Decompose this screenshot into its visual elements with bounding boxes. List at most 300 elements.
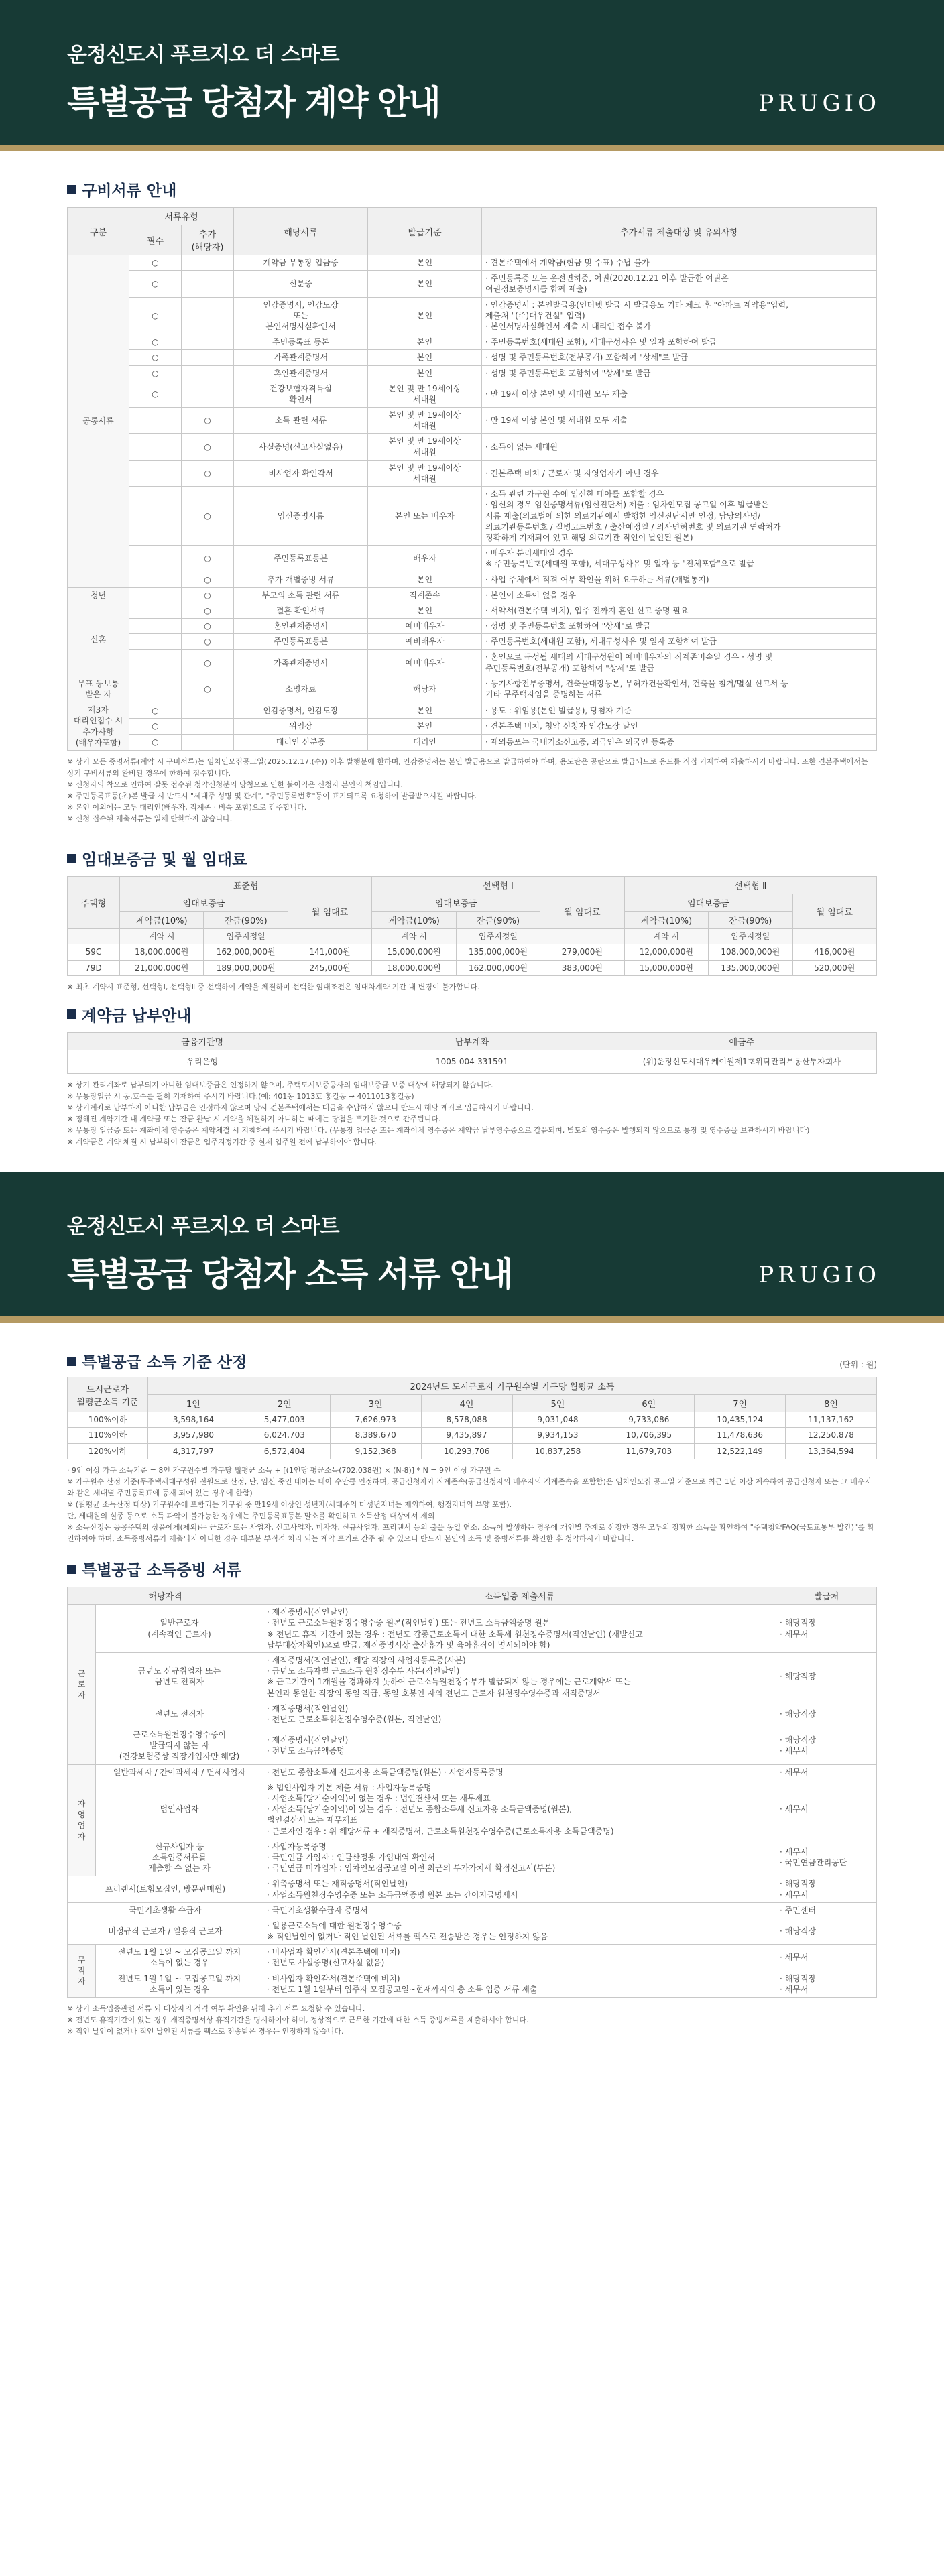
amount: 520,000원: [792, 960, 877, 975]
proof-category: 자 영 업 자: [68, 1764, 96, 1876]
proof-docs: · 사업자등록증명 · 국민연금 가입자 : 연금산정용 가입내역 확인서 · 국민연금 미가입자 : 임차인모집공고일 이전 최근의 부가가치세 확정신고서(부본): [263, 1839, 776, 1876]
table-row: [68, 1727, 877, 1765]
income-level: 120%이하: [68, 1443, 148, 1459]
col-proof-docs: 소득입증 제출서류: [263, 1587, 776, 1605]
qualification: 전년도 전직자: [96, 1701, 263, 1727]
col-type: 주택형: [68, 877, 120, 929]
extra-mark: [182, 735, 234, 751]
required-mark: ○: [129, 334, 182, 350]
account-notes: ※ 상기 관리계좌로 납부되지 아니한 임대보증금은 인정하지 않으며, 주택도시보증공사의 임대보증금 보증 대상에 해당되지 않습니다. ※ 무통장입금 시 동,호수를 필히 기재하여 주시기 바랍니다.(예: 401동 1013호 홍길동 → 4011013홍길동) ※ 상기계좌로 납부하지 아니한 납부금은 인정하지 않으며 당사 견본주택에서는 대금을 수납하지 않으니 반드시 해당 계좌로 입금하시기 바랍니다. ※ 정해진 계약기간 내 계약금 또는 잔금 완납 시 계약을 체결하지 아니하는 때에는 당첨을 포기한 것으로 간주됩니다. ※ 무통장 입금증 또는 계좌이체 영수증은 계약체결 시 지참하여 주시기 바랍니다. (무통장 입금증 또는 계좌이체 영수증은 계약금 납부영수증으로 갈음되며, 별도의 영수증은 발행되지 않으므로 통장 및 영수증을 보관하시기 바랍니다) ※ 계약금은 계약 체결 시 납부하여 잔금은 입주지정기간 중 실제 입주일 전에 납부하여야 합니다.: [67, 1081, 810, 1147]
bank-name: 우리은행: [68, 1050, 337, 1073]
required-mark: [129, 676, 182, 702]
issuer: 배우자: [368, 546, 482, 572]
table-row: [68, 1443, 877, 1459]
col-balance: 잔금(90%): [709, 912, 792, 929]
qualification: 전년도 1월 1일 ~ 모집공고일 까지 소득이 있는 경우: [96, 1971, 263, 1997]
extra-mark: [182, 297, 234, 334]
note: · 만 19세 이상 본인 및 세대원 모두 제출: [482, 381, 877, 407]
proof-issuer: · 세무서: [776, 1780, 877, 1839]
col-household-size: 8인: [786, 1395, 877, 1412]
document-name: 가족관계증명서: [234, 650, 368, 676]
note: · 서약서(견본주택 비치), 입주 전까지 혼인 신고 증명 필요: [482, 603, 877, 618]
col-deposit: 임대보증금: [372, 894, 540, 912]
col-account-number: 납부계좌: [337, 1032, 607, 1050]
col-down-payment: 계약금(10%): [372, 912, 456, 929]
proof-docs: · 위촉증명서 또는 재직증명서(직인날인) · 사업소득원천징수영수증 또는 소득금액증명 원본 또는 간이지급명세서: [263, 1876, 776, 1902]
required-mark: [129, 487, 182, 546]
amount: 245,000원: [288, 960, 371, 975]
qualification: 일반근로자 (계속적인 근로자): [96, 1605, 263, 1653]
proof-issuer: · 해당직장: [776, 1701, 877, 1727]
table-row: [68, 255, 877, 271]
proof-issuer: · 해당직장: [776, 1652, 877, 1701]
proof-docs: · 재직증명서(직인날인) · 전년도 근로소득원천징수영수증(원본, 직인날인): [263, 1701, 776, 1727]
required-mark: [129, 434, 182, 460]
income-amount: 6,024,703: [239, 1428, 330, 1443]
table-row: [68, 944, 877, 960]
issuer: 본인 및 만 19세이상 세대원: [368, 460, 482, 486]
note: · 견본주택 비치 / 근로자 및 자영업자가 아닌 경우: [482, 460, 877, 486]
income-amount: 4,317,797: [148, 1443, 239, 1459]
proof-docs: · 재직증명서(직인날인) · 전년도 소득금액증명: [263, 1727, 776, 1765]
qualification: 프리랜서(보험모집인, 방문판매원): [68, 1876, 263, 1902]
timing-move-in: 입주지정일: [456, 929, 540, 944]
row-category: 무표 등보통 받은 자: [68, 676, 129, 702]
note: · 견본주택에서 계약금(현금 및 수표) 수납 불가: [482, 255, 877, 271]
note: · 재외동포는 국내거소신고증, 외국인은 외국인 등록증: [482, 735, 877, 751]
proof-issuer: · 해당직장 · 세무서: [776, 1605, 877, 1653]
table-row: [68, 1652, 877, 1701]
amount: 383,000원: [540, 960, 624, 975]
document-name: 임신증명서류: [234, 487, 368, 546]
docs-table: [67, 207, 877, 751]
table-row: [68, 719, 877, 735]
table-row: [68, 487, 877, 546]
note: · 성명 및 주민등록번호 포함하여 "상세"로 발급: [482, 619, 877, 634]
prugio-logo: PRUGIO: [758, 1262, 880, 1289]
document-name: 소명자료: [234, 676, 368, 702]
note: · 소득 관련 가구원 수에 임신한 태아를 포함할 경우 · 임신의 경우 임신증명서류(임신진단서) 제출 : 임차인모집 공고일 이후 발급받은 서류 제출(의료법에 의한 의료기관에서 발행한 임신진단서만 인정, 담당의사명/ 의료기관등록번호 / 질병코드번호 / 출산예정일 / 의사면허번호 및 의료기관 연락처가 정확하게 기재되어 있고 해당 의료기관 직인이 날인된 원본): [482, 487, 877, 546]
col-category: 구분: [68, 208, 129, 255]
extra-mark: ○: [182, 676, 234, 702]
table-row: [68, 365, 877, 381]
proof-issuer: · 해당직장: [776, 1918, 877, 1944]
income-level: 100%이하: [68, 1412, 148, 1428]
spacer: [68, 929, 120, 944]
income-amount: 3,598,164: [148, 1412, 239, 1428]
account-heading: 계약금 납부안내: [67, 1003, 877, 1026]
hero-banner-contract: [0, 0, 944, 151]
issuer: 본인: [368, 255, 482, 271]
qualification: 전년도 1월 1일 ~ 모집공고일 까지 소득이 없는 경우: [96, 1945, 263, 1971]
note: · 성명 및 주민등록번호 포함하여 "상세"로 발급: [482, 365, 877, 381]
table-row: [68, 271, 877, 297]
extra-mark: [182, 350, 234, 365]
table-row: [68, 1605, 877, 1653]
col-issuer: 발급기준: [368, 208, 482, 255]
note: · 견본주택 비치, 청약 신청자 인감도장 날인: [482, 719, 877, 735]
income-amount: 11,679,703: [603, 1443, 695, 1459]
document-name: 사실증명(신고사실없음): [234, 434, 368, 460]
square-bullet-icon: [67, 185, 76, 194]
square-bullet-icon: [67, 1009, 76, 1019]
income-amount: 9,934,153: [512, 1428, 603, 1443]
row-category: 신혼: [68, 603, 129, 676]
table-row: [68, 350, 877, 365]
required-mark: [129, 572, 182, 587]
deposit-table: [67, 876, 877, 976]
document-name: 건강보험자격득실 확인서: [234, 381, 368, 407]
document-name: 부모의 소득 관련 서류: [234, 587, 368, 603]
extra-mark: ○: [182, 619, 234, 634]
proof-issuer: · 세무서: [776, 1764, 877, 1780]
hero-title: 특별공급 당첨자 계약 안내: [67, 83, 440, 122]
col-deposit: 임대보증금: [120, 894, 288, 912]
document-name: 추가 개별증빙 서류: [234, 572, 368, 587]
amount: 12,000,000원: [624, 944, 708, 960]
table-row: [68, 587, 877, 603]
col-monthly-rent: 월 임대료: [540, 894, 624, 929]
amount: 416,000원: [792, 944, 877, 960]
required-mark: [129, 546, 182, 572]
col-qualification: 해당자격: [68, 1587, 263, 1605]
col-submit: 서류유형: [129, 208, 234, 225]
income-amount: 9,733,086: [603, 1412, 695, 1428]
spacer: [540, 929, 624, 944]
issuer: 본인 또는 배우자: [368, 487, 482, 546]
extra-mark: [182, 334, 234, 350]
extra-mark: [182, 271, 234, 297]
docs-notes: ※ 상기 모든 증명서류(계약 시 구비서류)는 임차인모집공고일(2025.12.17.(수)) 이후 발행분에 한하며, 인감증명서는 본인 발급용으로 발급하여야 하며, 용도란은 공란으로 발급되므로 용도를 직접 기재하여 제출하시기 바랍니다. 또한 견본주택에서는 상기 구비서류의 완비된 경우에 한하여 접수합니다. ※ 신청자의 착오로 인하여 잘못 접수된 청약신청분의 당첨으로 인한 불이익은 신청자 본인의 책임입니다. ※ 주민등록표등(초)본 발급 시 반드시 "세대주 성명 및 관계", "주민등록번호"등이 표기되도록 요청하여 발급받으시길 바랍니다. ※ 본인 이외에는 모두 대리인(배우자, 직계존 · 비속 포함)으로 간주합니다. ※ 신청 접수된 제출서류는 일체 반환하지 않습니다.: [67, 757, 868, 824]
extra-mark: ○: [182, 434, 234, 460]
issuer: 본인: [368, 350, 482, 365]
col-extra: 추가 (해당자): [182, 225, 234, 255]
table-row: [68, 1971, 877, 1997]
table-row: [68, 1428, 877, 1443]
col-monthly-rent: 월 임대료: [288, 894, 371, 929]
proof-docs: · 일용근로소득에 대한 원천징수영수증 ※ 직인날인이 없거나 직인 날인된 서류를 팩스로 전송받은 경우는 인정하지 않음: [263, 1918, 776, 1944]
document-name: 결혼 확인서류: [234, 603, 368, 618]
col-monthly-rent: 월 임대료: [792, 894, 877, 929]
income-amount: 9,152,368: [330, 1443, 421, 1459]
issuer: 본인: [368, 572, 482, 587]
document-name: 주민등록표등본: [234, 634, 368, 650]
col-household-size: 2인: [239, 1395, 330, 1412]
account-table: [67, 1032, 877, 1074]
square-bullet-icon: [67, 1565, 76, 1574]
required-mark: ○: [129, 381, 182, 407]
proof-category: 무 직 자: [68, 1945, 96, 1998]
note: · 인감증명서 : 본인발급용(인터넷 발급 시 발급용도 기타 체크 후 "아파트 계약용"입력, 제출처 "(주)대우건설" 입력) · 본인서명사실확인서 제출 시 대리인 접수 불가: [482, 297, 877, 334]
note: · 주민등록번호(세대원 포함), 세대구성사유 및 일자 포함하여 발급: [482, 334, 877, 350]
table-row: [68, 408, 877, 434]
issuer: 본인: [368, 334, 482, 350]
extra-mark: ○: [182, 634, 234, 650]
document-name: 대리인 신분증: [234, 735, 368, 751]
extra-mark: [182, 381, 234, 407]
table-row: [68, 1918, 877, 1944]
proof-notes: ※ 상기 소득입증관련 서류 외 대상자의 적격 여부 확인을 위해 추가 서류 요청할 수 있습니다. ※ 전년도 휴직기간이 있는 경우 재직증명서상 휴직기간을 명시하여야 하며, 정상적으로 근무한 기간에 대한 소득 증빙서류를 제출하셔야 합니다. ※ 직인 날인이 없거나 직인 날인된 서류를 팩스로 전송받은 경우는 인정하지 않습니다.: [67, 2004, 529, 2036]
col-holder: 예금주: [607, 1032, 876, 1050]
hero-subtitle: 운정신도시 푸르지오 더 스마트: [67, 43, 339, 67]
account-number: 1005-004-331591: [337, 1050, 607, 1073]
income-amount: 10,435,124: [695, 1412, 786, 1428]
required-mark: ○: [129, 735, 182, 751]
table-row: [68, 929, 877, 944]
issuer: 예비배우자: [368, 634, 482, 650]
col-required: 필수: [129, 225, 182, 255]
income-amount: 6,572,404: [239, 1443, 330, 1459]
proof-docs: · 국민기초생활수급자 증명서: [263, 1902, 776, 1918]
square-bullet-icon: [67, 854, 76, 863]
income-amount: 8,578,088: [421, 1412, 512, 1428]
amount: 18,000,000원: [372, 960, 456, 975]
required-mark: [129, 408, 182, 434]
required-mark: ○: [129, 255, 182, 271]
income-amount: 11,478,636: [695, 1428, 786, 1443]
document-name: 가족관계증명서: [234, 350, 368, 365]
col-household-size: 3인: [330, 1395, 421, 1412]
income-amount: 10,706,395: [603, 1428, 695, 1443]
document-name: 위임장: [234, 719, 368, 735]
table-row: [68, 702, 877, 719]
proof-docs: · 비사업자 확인각서(견본주택에 비치) · 전년도 1월 1일부터 입주자 모집공고일~현재까지의 총 소득 입증 서류 제출: [263, 1971, 776, 1997]
col-standard: 표준형: [120, 877, 372, 894]
income-table: [67, 1377, 877, 1459]
income-amount: 10,837,258: [512, 1443, 603, 1459]
timing-move-in: 입주지정일: [709, 929, 792, 944]
timing-contract: 계약 시: [372, 929, 456, 944]
square-bullet-icon: [67, 1357, 76, 1366]
timing-contract: 계약 시: [624, 929, 708, 944]
amount: 18,000,000원: [120, 944, 204, 960]
note: · 사업 주체에서 적격 여부 확인을 위해 요구하는 서류(개별통지): [482, 572, 877, 587]
amount: 135,000,000원: [456, 944, 540, 960]
required-mark: [129, 587, 182, 603]
income-amount: 5,477,003: [239, 1412, 330, 1428]
amount: 279,000원: [540, 944, 624, 960]
table-row: [68, 650, 877, 676]
required-mark: ○: [129, 365, 182, 381]
proof-docs: · 비사업자 확인각서(견본주택에 비치) · 전년도 사실증명(신고사실 없음): [263, 1945, 776, 1971]
table-row: [68, 334, 877, 350]
proof-issuer: · 해당직장 · 세무서: [776, 1876, 877, 1902]
table-row: [68, 1412, 877, 1428]
issuer: 본인: [368, 603, 482, 618]
col-doc: 해당서류: [234, 208, 368, 255]
document-name: 비사업자 확인각서: [234, 460, 368, 486]
note: · 주민등록증 또는 운전면허증, 여권(2020.12.21 이후 발급한 여권은 여권정보증명서를 함께 제출): [482, 271, 877, 297]
amount: 135,000,000원: [709, 960, 792, 975]
extra-mark: ○: [182, 572, 234, 587]
income-unit: (단위 : 원): [839, 1360, 877, 1370]
qualification: 금년도 신규취업자 또는 금년도 전직자: [96, 1652, 263, 1701]
account-holder: (위)운정신도시대우케이원제1호위탁관리부동산투자회사: [607, 1050, 876, 1073]
note: · 용도 : 위임용(본인 발급용), 당첨자 기준: [482, 702, 877, 719]
proof-docs: · 재직증명서(직인날인) · 전년도 근로소득원천징수영수증 원본(직인날인) 또는 전년도 소득금액증명 원본 ※ 전년도 휴직 기간이 있는 경우 : 전년도 갑종근로소득에 대한 소득세 원천징수증명서(직인날인) (재발신고 납부대상자확인)으로 발급, 재직증명서상 출산휴가 및 육아휴직이 명시되어야 함): [263, 1605, 776, 1653]
proof-heading: 특별공급 소득증빙 서류: [67, 1558, 877, 1580]
timing-move-in: 입주지정일: [204, 929, 288, 944]
timing-contract: 계약 시: [120, 929, 204, 944]
col-balance: 잔금(90%): [204, 912, 288, 929]
amount: 15,000,000원: [624, 960, 708, 975]
required-mark: ○: [129, 271, 182, 297]
extra-mark: ○: [182, 487, 234, 546]
col-option1: 선택형 Ⅰ: [372, 877, 624, 894]
table-row: [68, 1839, 877, 1876]
issuer: 예비배우자: [368, 619, 482, 634]
table-row: [68, 546, 877, 572]
deposit-heading: 임대보증금 및 월 임대료: [67, 847, 877, 869]
income-level: 110%이하: [68, 1428, 148, 1443]
required-mark: [129, 619, 182, 634]
required-mark: [129, 460, 182, 486]
note: · 성명 및 주민등록번호(전부공개) 포함하여 "상세"로 발급: [482, 350, 877, 365]
amount: 108,000,000원: [709, 944, 792, 960]
income-amount: 13,364,594: [786, 1443, 877, 1459]
extra-mark: ○: [182, 587, 234, 603]
extra-mark: ○: [182, 460, 234, 486]
hero-banner-income: [0, 1172, 944, 1323]
issuer: 본인: [368, 719, 482, 735]
qualification: 일반과세자 / 간이과세자 / 면세사업자: [96, 1764, 263, 1780]
income-amount: 12,250,878: [786, 1428, 877, 1443]
proof-issuer: · 세무서 · 국민연금관리공단: [776, 1839, 877, 1876]
table-row: [68, 603, 877, 618]
amount: 189,000,000원: [204, 960, 288, 975]
income-amount: 12,522,149: [695, 1443, 786, 1459]
income-amount: 7,626,973: [330, 1412, 421, 1428]
col-proof-issuer: 발급처: [776, 1587, 877, 1605]
income-amount: 11,137,162: [786, 1412, 877, 1428]
qualification: 비정규직 근로자 / 일용직 근로자: [68, 1918, 263, 1944]
table-row: [68, 1876, 877, 1902]
note: · 본인이 소득이 없을 경우: [482, 587, 877, 603]
table-row: [68, 619, 877, 634]
amount: 141,000원: [288, 944, 371, 960]
proof-docs: ※ 법인사업자 기본 제출 서류 : 사업자등록증명 · 사업소득(당기순이익)이 없는 경우 : 법인결산서 또는 재무제표 · 사업소득(당기순이익)이 있는 경우 : 전년도 종합소득세 신고자용 소득금액증명(원본), 법인결산서 또는 재무제표 · 근로자인 경우 : 위 해당서류 + 재직증명서, 근로소득원천징수영수증(근로소득자용 소득금액증명): [263, 1780, 776, 1839]
table-row: [68, 735, 877, 751]
extra-mark: [182, 702, 234, 719]
col-deposit: 임대보증금: [624, 894, 792, 912]
table-row: [68, 676, 877, 702]
col-household-size: 5인: [512, 1395, 603, 1412]
col-bank: 금융기관명: [68, 1032, 337, 1050]
required-mark: ○: [129, 702, 182, 719]
hero-subtitle: 운정신도시 푸르지오 더 스마트: [67, 1215, 339, 1239]
proof-issuer: · 해당직장 · 세무서: [776, 1727, 877, 1765]
col-down-payment: 계약금(10%): [120, 912, 204, 929]
table-row: [68, 634, 877, 650]
note: · 혼인으로 구성될 세대의 세대구성원이 예비배우자의 직계존비속일 경우 · 성명 및 주민등록번호(전부공개) 포함하여 "상세"로 발급: [482, 650, 877, 676]
amount: 21,000,000원: [120, 960, 204, 975]
document-name: 신분증: [234, 271, 368, 297]
extra-mark: [182, 365, 234, 381]
unit-type: 59C: [68, 944, 120, 960]
col-household-size: 7인: [695, 1395, 786, 1412]
proof-issuer: · 주민센터: [776, 1902, 877, 1918]
deposit-notes: ※ 최초 계약시 표준형, 선택형Ⅰ, 선택형Ⅱ 중 선택하여 계약을 체결하며 선택한 임대조건은 임대차계약 기간 내 변경이 불가합니다.: [67, 982, 480, 991]
extra-mark: ○: [182, 603, 234, 618]
income-amount: 3,957,980: [148, 1428, 239, 1443]
issuer: 대리인: [368, 735, 482, 751]
document-name: 인감증명서, 인감도장: [234, 702, 368, 719]
qualification: 신규사업자 등 소득입증서류를 제출할 수 없는 자: [96, 1839, 263, 1876]
required-mark: [129, 634, 182, 650]
proof-issuer: · 세무서: [776, 1945, 877, 1971]
income-heading: 특별공급 소득 기준 산정: [67, 1350, 877, 1372]
issuer: 본인: [368, 271, 482, 297]
table-row: [68, 1945, 877, 1971]
document-name: 인감증명서, 인감도장 또는 본인서명사실확인서: [234, 297, 368, 334]
note: · 소득이 없는 세대원: [482, 434, 877, 460]
issuer: 본인 및 만 19세이상 세대원: [368, 408, 482, 434]
col-option2: 선택형 Ⅱ: [624, 877, 876, 894]
amount: 162,000,000원: [456, 960, 540, 975]
row-category: 제3자 대리인접수 시 추가사항 (배우자포함): [68, 702, 129, 751]
qualification: 근로소득원천징수영수증이 발급되지 않는 자 (건강보험증상 직장가입자만 해당): [96, 1727, 263, 1765]
issuer: 본인: [368, 702, 482, 719]
proof-docs: · 전년도 종합소득세 신고자용 소득금액증명(원본) · 사업자등록증명: [263, 1764, 776, 1780]
issuer: 직계존속: [368, 587, 482, 603]
spacer: [792, 929, 877, 944]
table-row: [68, 434, 877, 460]
required-mark: [129, 650, 182, 676]
note: · 주민등록번호(세대원 포함), 세대구성사유 및 일자 포함하여 발급: [482, 634, 877, 650]
table-row: [68, 1701, 877, 1727]
table-row: [68, 1902, 877, 1918]
proof-category: 근 로 자: [68, 1605, 96, 1764]
col-income-basis: 도시근로자 월평균소득 기준: [68, 1377, 148, 1412]
required-mark: ○: [129, 719, 182, 735]
col-household-size: 6인: [603, 1395, 695, 1412]
income-amount: 9,031,048: [512, 1412, 603, 1428]
document-name: 혼인관계증명서: [234, 365, 368, 381]
col-household-size: 1인: [148, 1395, 239, 1412]
note: · 등기사항전부증명서, 건축물대장등본, 무허가건물확인서, 건축물 철거/멸실 신고서 등 기타 무주택자임을 증명하는 서류: [482, 676, 877, 702]
extra-mark: ○: [182, 546, 234, 572]
col-balance: 잔금(90%): [456, 912, 540, 929]
col-income-span: 2024년도 도시근로자 가구원수별 가구당 월평균 소득: [148, 1377, 877, 1395]
extra-mark: ○: [182, 408, 234, 434]
issuer: 본인 및 만 19세이상 세대원: [368, 381, 482, 407]
table-row: [68, 1780, 877, 1839]
issuer: 해당자: [368, 676, 482, 702]
docs-heading: 구비서류 안내: [67, 178, 877, 200]
table-row: [68, 572, 877, 587]
income-amount: 10,293,706: [421, 1443, 512, 1459]
document-name: 주민등록표등본: [234, 546, 368, 572]
issuer: 본인 및 만 19세이상 세대원: [368, 434, 482, 460]
hero-title: 특별공급 당첨자 소득 서류 안내: [67, 1255, 512, 1294]
required-mark: [129, 603, 182, 618]
note: · 배우자 분리세대일 경우 ※ 주민등록번호(세대원 포함), 세대구성사유 및 일자 등 "전체포함"으로 발급: [482, 546, 877, 572]
col-household-size: 4인: [421, 1395, 512, 1412]
proof-table: [67, 1587, 877, 1998]
table-row: [68, 460, 877, 486]
col-notes: 추가서류 제출대상 및 유의사항: [482, 208, 877, 255]
document-name: 혼인관계증명서: [234, 619, 368, 634]
required-mark: ○: [129, 297, 182, 334]
qualification: 국민기초생활 수급자: [68, 1902, 263, 1918]
extra-mark: [182, 719, 234, 735]
document-name: 소득 관련 서류: [234, 408, 368, 434]
table-row: [68, 381, 877, 407]
table-row: [68, 297, 877, 334]
prugio-logo: PRUGIO: [758, 90, 880, 117]
proof-docs: · 재직증명서(직인날인), 해당 직장의 사업자등록증(사본) · 금년도 소득자별 근로소득 원천징수부 사본(직인날인) ※ 근로기간이 1개월을 경과하지 못하여 근로소득원천징수부가 발급되지 않는 경우에는 근로계약서 또는 본인과 동일한 직장의 동일 직급, 동일 호봉인 자의 전년도 근로자 원천징수영수증과 재직증명서: [263, 1652, 776, 1701]
row-category: 공통서류: [68, 255, 129, 588]
